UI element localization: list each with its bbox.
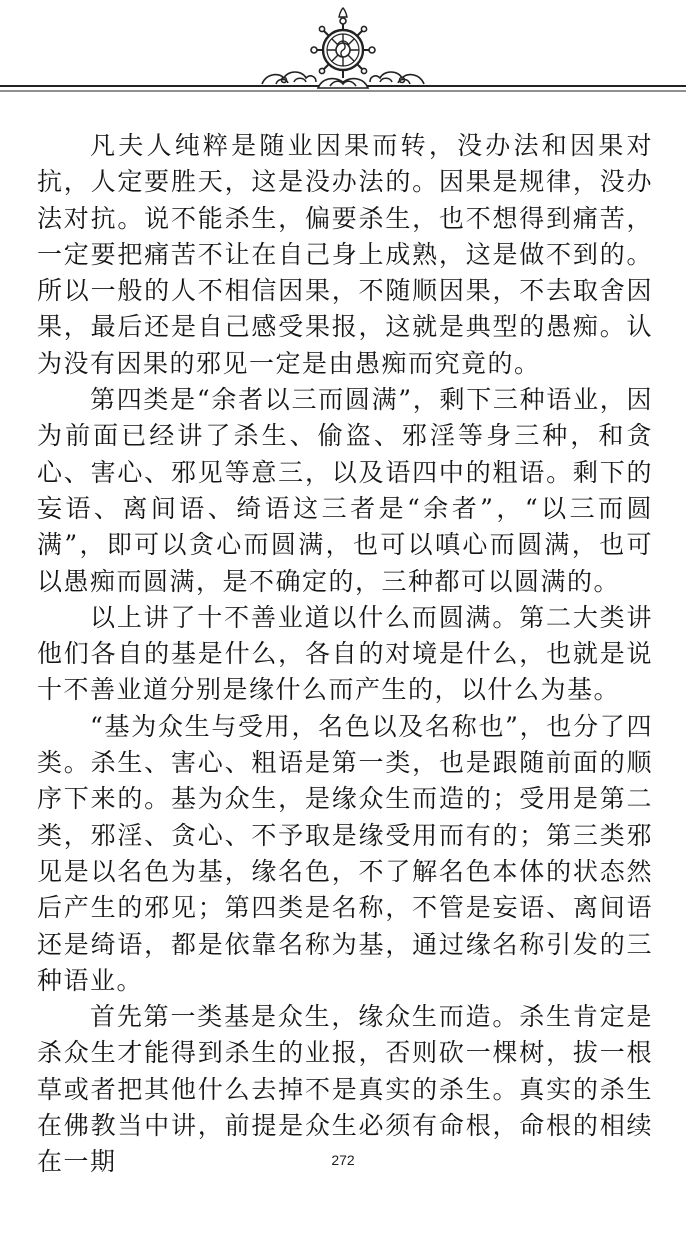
paragraph: 第四类是“余者以三而圆满”，剩下三种语业，因为前面已经讲了杀生、偷盗、邪淫等身三种，和贪心、害心、邪见等意三，以及语四中的粗语。剩下的妄语、离间语、绮语这三者是“余者”，“以三而圆满”，即可以贪心而圆满，也可以嗔心而圆满，也可以愚痴而圆满，是不确定的，三种都可以圆满的。 <box>37 385 653 596</box>
paragraph: 以上讲了十不善业道以什么而圆满。第二大类讲他们各自的基是什么，各自的对境是什么，也就是说十不善业道分别是缘什么而产生的，以什么为基。 <box>37 602 653 705</box>
dharma-wheel-icon <box>311 8 375 78</box>
paragraph: “基为众生与受用，名色以及名称也”，也分了四类。杀生、害心、粗语是第一类，也是跟随前面的顺序下来的。基为众生，是缘众生而造的；受用是第二类，邪淫、贪心、不予取是缘受用而有的；第三类邪见是以名色为基，缘名色，不了解名色本体的状态然后产生的邪见；第四类是名称，不管是妄语、离间语还是绮语，都是依靠名称为基，通过缘名称引发的三种语业。 <box>37 711 653 995</box>
cloud-scroll-right-icon <box>370 72 424 84</box>
cloud-scroll-left-icon <box>262 72 316 84</box>
paragraph: 首先第一类基是众生，缘众生而造。杀生肯定是杀众生才能得到杀生的业报，否则砍一棵树，拔一根草或者把其他什么去掉不是真实的杀生。真实的杀生在佛教当中讲，前提是众生必须有命根，命根的相续在一期 <box>37 1002 653 1177</box>
page-header <box>0 0 686 100</box>
page-number: 272 <box>331 1152 355 1168</box>
header-ornament <box>0 0 686 100</box>
lotus-base-icon <box>318 79 368 88</box>
body-text <box>37 128 653 1181</box>
paragraph: 凡夫人纯粹是随业因果而转，没办法和因果对抗，人定要胜天，这是没办法的。因果是规律，没办法对抗。说不能杀生，偏要杀生，也不想得到痛苦，一定要把痛苦不让在自己身上成熟，这是做不到的。所以一般的人不相信因果，不随顺因果，不去取舍因果，最后还是自己感受果报，这就是典型的愚痴。认为没有因果的邪见一定是由愚痴而究竟的。 <box>37 131 653 378</box>
